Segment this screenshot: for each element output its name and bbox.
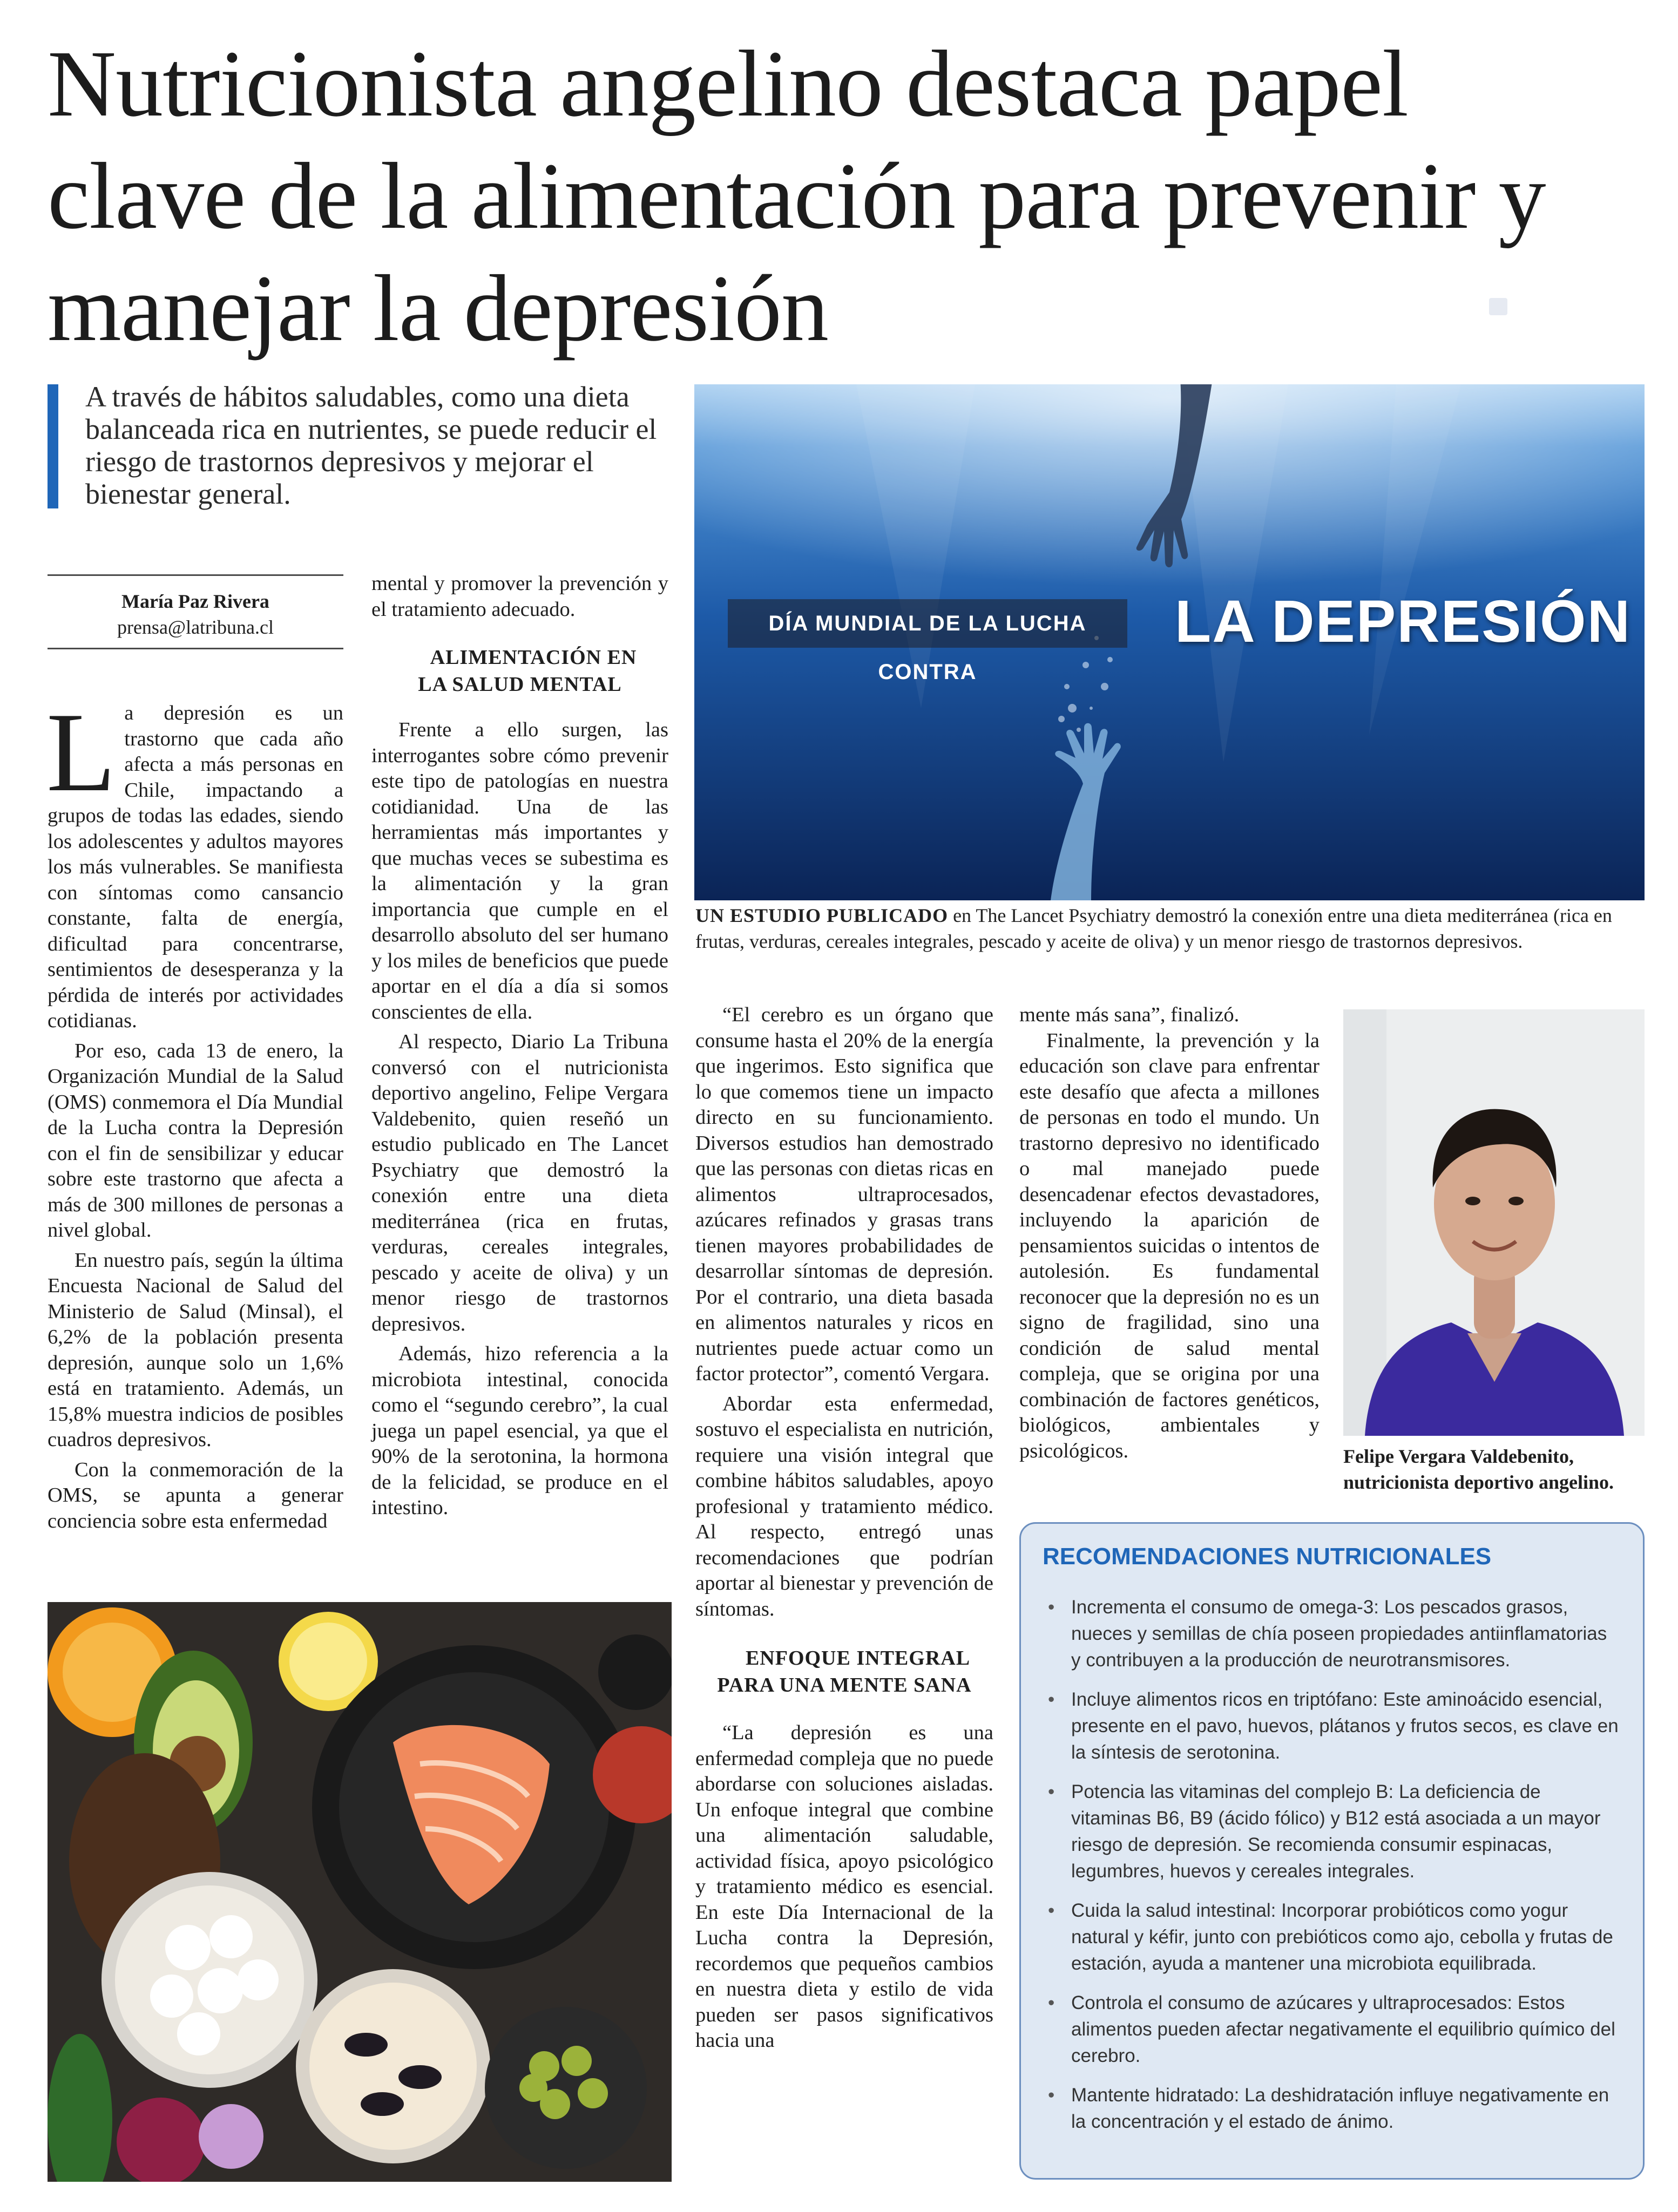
paragraph: Frente a ello surgen, las interrogantes sobre cómo prevenir este tipo de patologías en nuestra cotidianidad. Una de las herramientas más importantes y que muchas veces se subestima es la alimentación y la gran importancia que cumple en el desarrollo absoluto del ser humano y los miles de beneficios que puede aportar en el día a día si somos conscientes de ella. xyxy=(371,718,668,1023)
paragraph: En nuestro país, según la última Encuesta Nacional de Salud del Ministerio de Salud (Minsal), el 6,2% de la población presenta depresión, aunque solo un 1,6% está en tratamiento. Además, un 15,8% muestra indicios de posibles cuadros depresivos. xyxy=(48,1249,343,1451)
hero-image xyxy=(694,384,1645,900)
byline-top-rule xyxy=(48,574,343,576)
banner-title: LA DEPRESIÓN xyxy=(1175,588,1632,655)
section-subhead: ALIMENTACIÓN EN LA SALUD MENTAL xyxy=(418,646,637,696)
list-item: • Controla el consumo de azúcares y ultraprocesados: Estos alimentos pueden afectar negativamente el equilibrio químico del cerebro. xyxy=(1048,1992,1615,2066)
portrait-caption xyxy=(1343,1443,1646,1495)
deck-accent-bar xyxy=(48,384,58,508)
headline: Nutricionista angelino destaca papel clave de la alimentación para prevenir y manejar la depresión xyxy=(48,31,1546,361)
banner-left-label: DÍA MUNDIAL DE LA LUCHA CONTRA xyxy=(728,599,1127,648)
paragraph: Abordar esta enfermedad, sostuvo el especialista en nutrición, requiere una visión integral que combine hábitos saludables, apoyo profesional y tratamiento médico. Al respecto, entregó unas recomendaciones que podrían aportar al bienestar y prevención de síntomas. xyxy=(695,1392,993,1620)
section-subhead: ENFOQUE INTEGRAL PARA UNA MENTE SANA xyxy=(717,1647,972,1697)
food-photo xyxy=(48,1602,672,2182)
list-item: • Cuida la salud intestinal: Incorporar probióticos como yogur natural y kéfir, junto con prebióticos como ajo, cebolla y frutas de estación, ayuda a mantener una microbiota equilibrada. xyxy=(1048,1900,1613,1974)
paragraph-text: a depresión es un trastorno que cada año afecta a más personas en Chile, impactando a grupos de todas las edades, siendo los adolescentes y adultos mayores los más vulnerables. Se manifiesta con síntomas como cansancio constante, falta de energía, dificultad para concentrarse, sentimientos de desesperanza y la pérdida de interés por actividades cotidianas. xyxy=(48,702,343,1032)
column-4 xyxy=(1019,1002,1320,1464)
column-2 xyxy=(371,571,668,1521)
recommendations-list xyxy=(1047,1594,1619,2148)
deck-summary: A través de hábitos saludables, como una dieta balanceada rica en nutrientes, se puede reducir el riesgo de trastornos depresivos y mejorar el bienestar general. xyxy=(85,381,657,510)
author-email[interactable]: prensa@latribuna.cl xyxy=(117,616,274,638)
small-marker-icon xyxy=(1489,298,1507,315)
caption-lead: UN ESTUDIO PUBLICADO xyxy=(695,905,949,926)
list-item: • Incluye alimentos ricos en triptófano: Este aminoácido esencial, presente en el pavo, huevos, plátanos y frutos secos, es clave en la síntesis de serotonina. xyxy=(1048,1689,1619,1763)
paragraph: “La depresión es una enfermedad compleja que no puede abordarse con soluciones aisladas. Un enfoque integral que combine una alimentación saludable, actividad física, apoyo psicológico y tratamiento médico es esencial. En este Día Internacional de la Lucha contra la Depresión, recordemos que pequeños cambios en nuestra dieta y estilo de vida pueden ser pasos significativos hacia una xyxy=(695,1721,993,2052)
paragraph: “El cerebro es un órgano que consume hasta el 20% de la energía que ingerimos. Esto significa que lo que comemos tiene un impacto directo en su funcionamiento. Diversos estudios han demostrado que las personas con dietas ricas en alimentos ultraprocesados, azúcares refinados y grasas trans tienen mayores probabilidades de desarrollar síntomas de depresión. Por el contrario, una dieta basada en alimentos naturales y ricos en nutrientes puede actuar como un factor protector”, comentó Vergara. xyxy=(695,1003,993,1385)
list-item-text: Controla el consumo de azúcares y ultraprocesados: Estos alimentos pueden afectar negativamente el equilibrio químico del cerebro. xyxy=(1071,1992,1615,2066)
list-item-text: Mantente hidratado: La deshidratación influye negativamente en la concentración y el estado de ánimo. xyxy=(1071,2085,1609,2132)
column-3 xyxy=(695,1002,993,2054)
column-1 xyxy=(46,690,343,1534)
list-item: • Potencia las vitaminas del complejo B: La deficiencia de vitaminas B6, B9 (ácido fólico) y B12 está asociada a un mayor riesgo de depresión. Se recomienda consumir espinacas, legumbres, huevos y cereales integrales. xyxy=(1048,1781,1601,1882)
caption-text: en The Lancet Psychiatry demostró la conexión entre una dieta mediterránea (rica en frutas, verduras, cereales integrales, pescado y aceite de oliva) y un menor riesgo de trastornos depresivos. xyxy=(695,905,1612,952)
portrait-role: nutricionista deportivo angelino. xyxy=(1343,1471,1614,1493)
list-item-text: Incluye alimentos ricos en triptófano: Este aminoácido esencial, presente en el pavo, huevos, plátanos y frutos secos, es clave en la síntesis de serotonina. xyxy=(1071,1689,1619,1763)
portrait-name: Felipe Vergara Valdebenito, xyxy=(1343,1446,1574,1467)
list-item-text: Cuida la salud intestinal: Incorporar probióticos como yogur natural y kéfir, junto con prebióticos como ajo, cebolla y frutas de estación, ayuda a mantener una microbiota equilibrada. xyxy=(1071,1900,1613,1974)
author-name: María Paz Rivera xyxy=(121,591,269,612)
list-item: • Mantente hidratado: La deshidratación influye negativamente en la concentración y el estado de ánimo. xyxy=(1048,2085,1609,2132)
paragraph: Al respecto, Diario La Tribuna conversó con el nutricionista deportivo angelino, Felipe Vergara Valdebenito, quien reseñó un estudio publicado en The Lancet Psychiatry que demostró la conexión entre una dieta mediterránea (rica en frutas, verduras, cereales integrales, pescado y aceite de oliva) y un menor riesgo de trastornos depresivos. xyxy=(371,1030,668,1335)
list-item: • Incrementa el consumo de omega-3: Los pescados grasos, nueces y semillas de chía poseen propiedades antiinflamatorias y contribuyen a la producción de neurotransmisores. xyxy=(1048,1597,1607,1671)
paragraph: Además, hizo referencia a la microbiota intestinal, conocida como el “segundo cerebro”, la cual juega un papel esencial, ya que el 90% de la serotonina, la hormona de la felicidad, se produce en el intestino. xyxy=(371,1342,668,1519)
paragraph: Finalmente, la prevención y la educación son clave para enfrentar este desafío que afecta a millones de personas en todo el mundo. Un trastorno depresivo no identificado o mal manejado puede desencadenar efectos devastadores, incluyendo la aparición de pensamientos suicidas o intentos de autolesión. Es fundamental reconocer que la depresión no es un signo de fragilidad, sino una condición de salud mental compleja, que se origina por una combinación de factores genéticos, biológicos, ambientales y psicológicos. xyxy=(1019,1029,1320,1462)
paragraph: mental y promover la prevención y el tratamiento adecuado. xyxy=(371,572,668,621)
healthy-food-illustration xyxy=(48,1602,672,2182)
paragraph: Por eso, cada 13 de enero, la Organización Mundial de la Salud (OMS) conmemora el Día Mundial de la Lucha contra la Depresión con el fin de sensibilizar y educar sobre este trastorno que afecta a más de 300 millones de personas a nivel global. xyxy=(48,1039,343,1241)
paragraph: mente más sana”, finalizó. xyxy=(1019,1003,1240,1026)
hero-caption xyxy=(695,903,1643,954)
drop-cap: L xyxy=(46,690,116,815)
paragraph: Con la conmemoración de la OMS, se apunta a generar conciencia sobre esta enfermedad xyxy=(48,1458,343,1532)
list-item-text: Incrementa el consumo de omega-3: Los pescados grasos, nueces y semillas de chía poseen propiedades antiinflamatorias y contribuyen a la producción de neurotransmisores. xyxy=(1071,1597,1607,1671)
recommendations-box xyxy=(1019,1522,1645,2180)
byline xyxy=(48,588,343,640)
recommendations-title: RECOMENDACIONES NUTRICIONALES xyxy=(1043,1543,1492,1570)
byline-bottom-rule xyxy=(48,648,343,649)
paragraph xyxy=(46,690,343,1034)
portrait-illustration xyxy=(1343,1009,1645,1436)
list-item-text: Potencia las vitaminas del complejo B: La deficiencia de vitaminas B6, B9 (ácido fólico) y B12 está asociada a un mayor riesgo de depresión. Se recomienda consumir espinacas, legumbres, huevos y cereales integrales. xyxy=(1071,1781,1601,1882)
portrait-photo xyxy=(1343,1009,1645,1436)
